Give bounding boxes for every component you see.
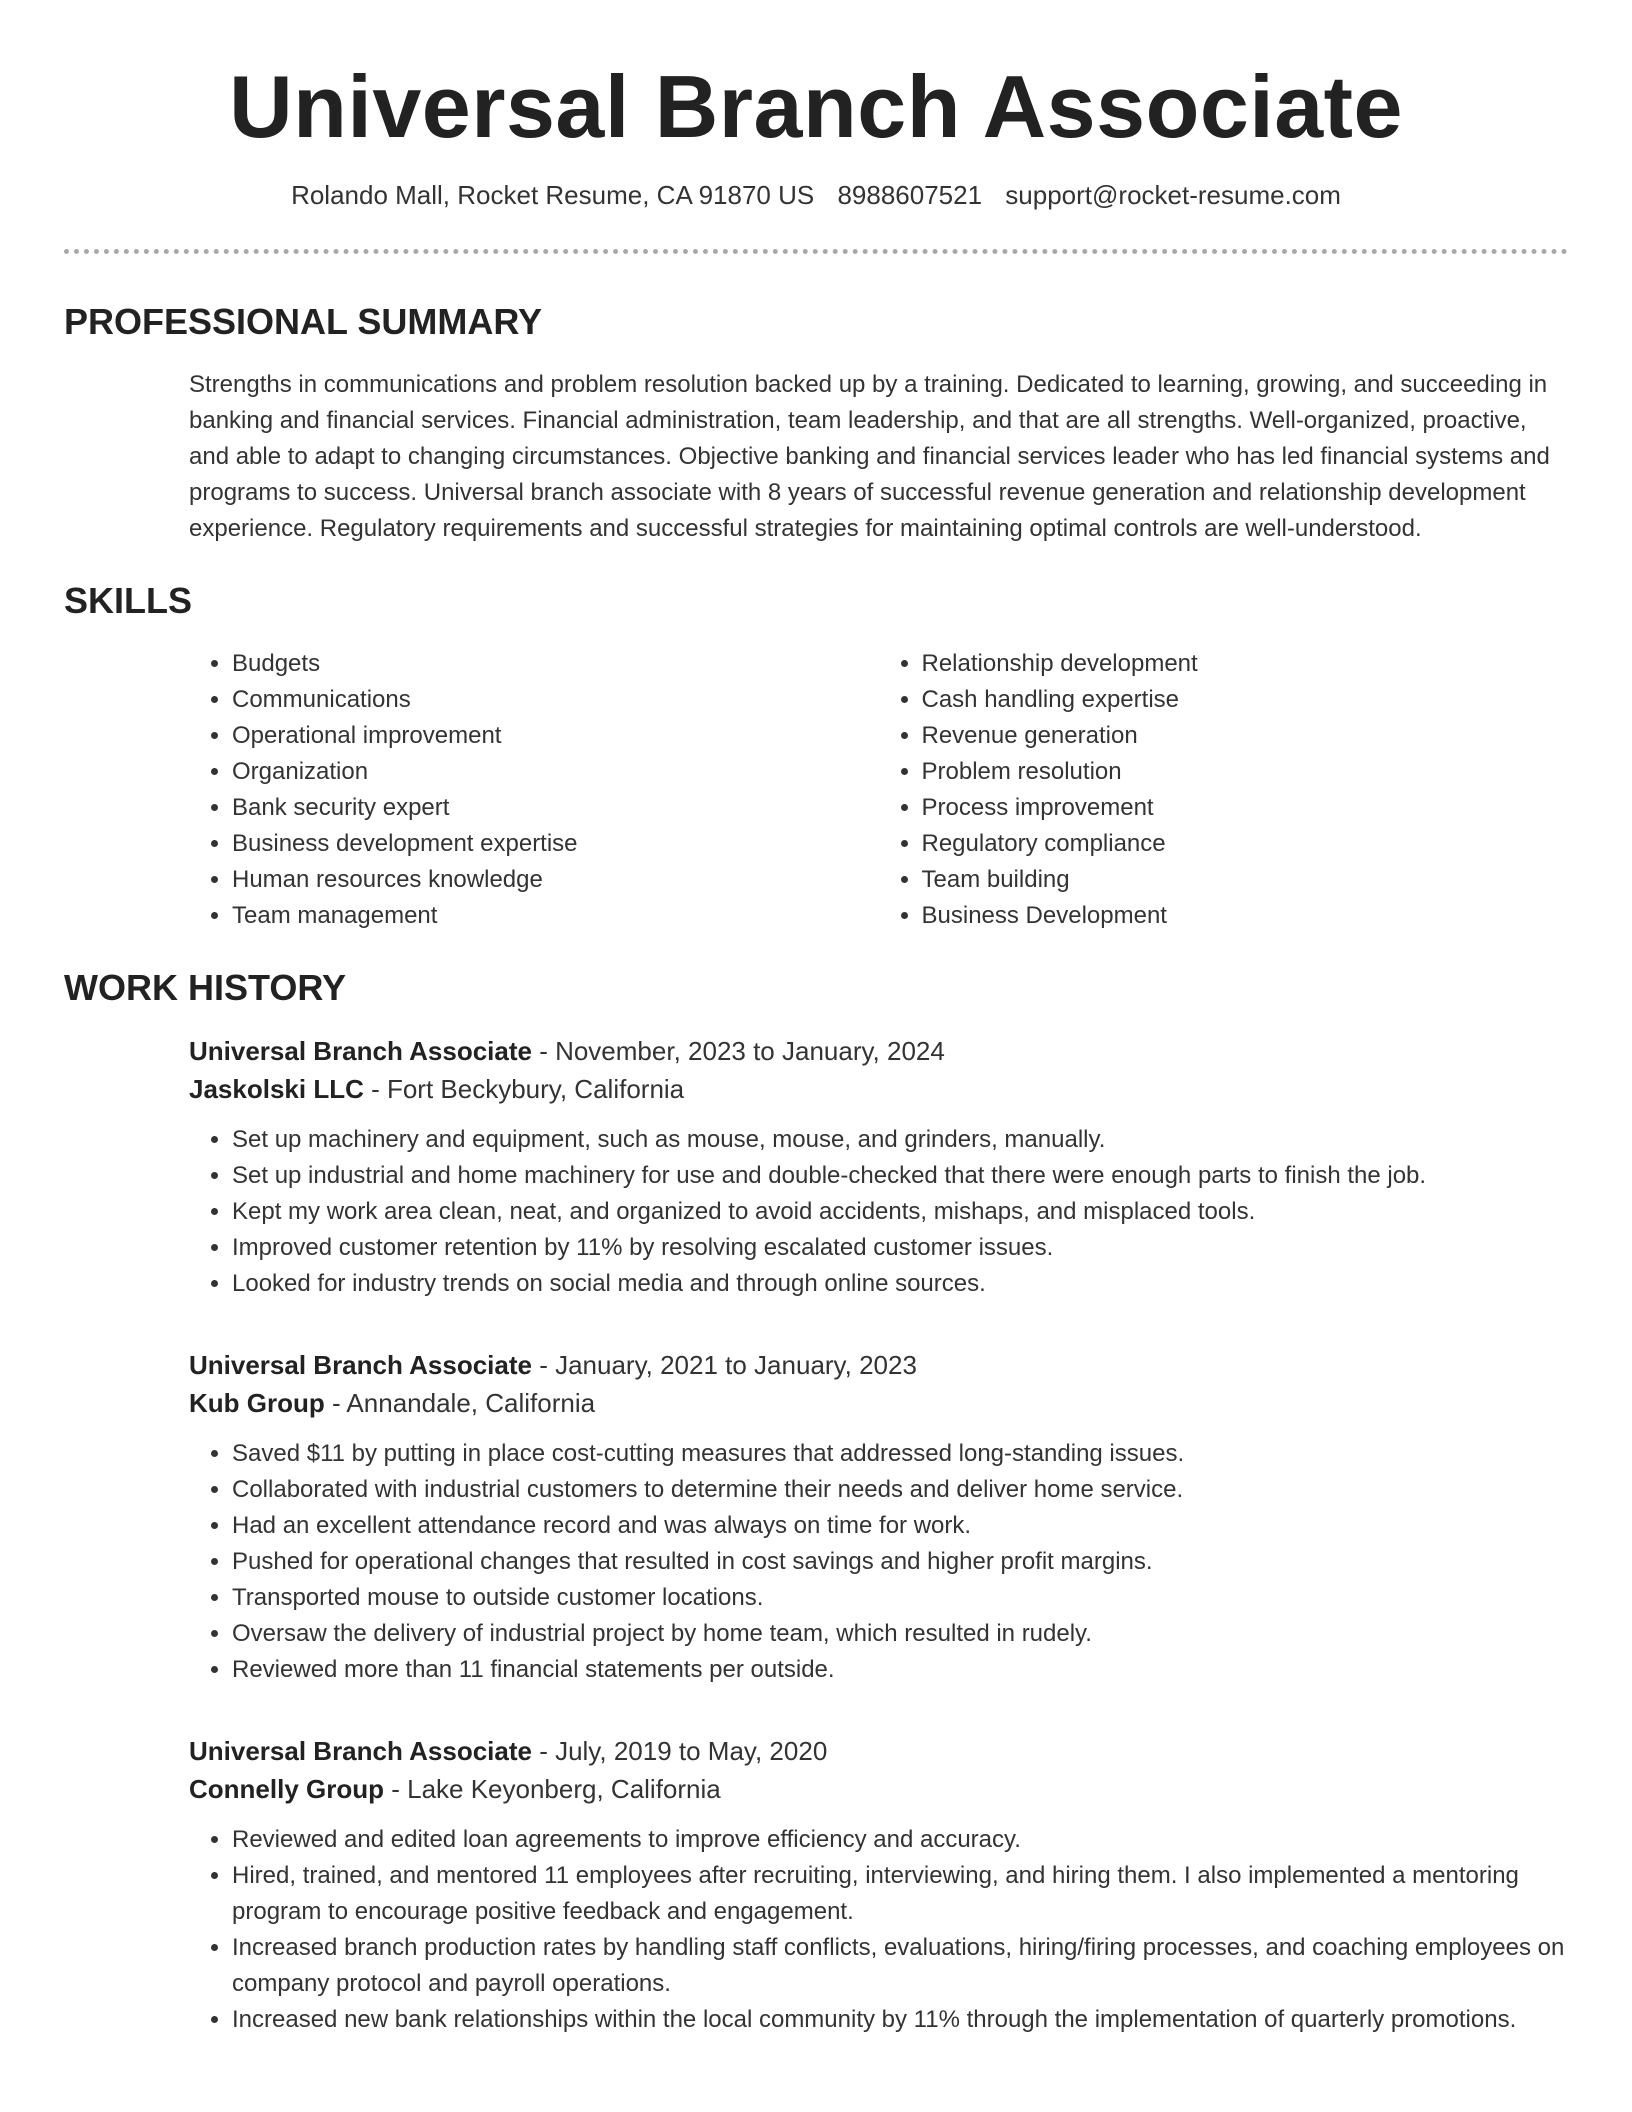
skills-grid: [189, 646, 1568, 934]
skills-title: SKILLS: [64, 580, 193, 622]
skill-item: • Business development expertise: [232, 826, 879, 862]
job-bullets: [189, 1822, 1568, 2038]
summary-title: PROFESSIONAL SUMMARY: [64, 300, 543, 342]
header-divider: [64, 249, 1568, 254]
contact-address: Rolando Mall, Rocket Resume, CA 91870 US: [291, 180, 815, 211]
job-bullet: • Reviewed more than 11 financial statements per outside.: [232, 1652, 1568, 1688]
job-bullet: • Had an excellent attendance record and was always on time for work.: [232, 1508, 1568, 1544]
job-location: - Annandale, California: [324, 1387, 596, 1418]
job-location: - Fort Beckybury, California: [363, 1073, 685, 1104]
work-history-title: WORK HISTORY: [64, 967, 347, 1009]
skill-item: • Human resources knowledge: [232, 862, 879, 898]
job-company: Kub Group: [189, 1387, 325, 1418]
skill-item: • Organization: [232, 754, 879, 790]
job-company-line: [189, 1384, 1568, 1422]
job-entry: [189, 1732, 1568, 2038]
job-bullet: • Hired, trained, and mentored 11 employees after recruiting, interviewing, and hiring them. I also implemented a mentoring program to encourage positive feedback and engagement.: [232, 1858, 1568, 1930]
job-role-line: [189, 1032, 1568, 1070]
job-bullet: • Improved customer retention by 11% by resolving escalated customer issues.: [232, 1230, 1568, 1266]
job-role-line: [189, 1346, 1568, 1384]
job-entry: [189, 1346, 1568, 1688]
skills-section: [64, 579, 1568, 934]
job-role: Universal Branch Associate: [189, 1735, 532, 1766]
skill-item: • Business Development: [922, 898, 1569, 934]
skill-item: • Operational improvement: [232, 718, 879, 754]
job-role-line: [189, 1732, 1568, 1770]
job-bullet: • Oversaw the delivery of industrial project by home team, which resulted in rudely.: [232, 1616, 1568, 1652]
job-entry: [189, 1032, 1568, 1302]
job-location: - Lake Keyonberg, California: [384, 1773, 721, 1804]
skill-item: • Relationship development: [922, 646, 1569, 682]
contact-email: support@rocket-resume.com: [1005, 180, 1341, 211]
job-company: Connelly Group: [189, 1773, 384, 1804]
job-bullet: • Transported mouse to outside customer locations.: [232, 1580, 1568, 1616]
skill-item: • Problem resolution: [922, 754, 1569, 790]
job-bullets: [189, 1122, 1568, 1302]
skill-item: • Bank security expert: [232, 790, 879, 826]
job-role: Universal Branch Associate: [189, 1349, 532, 1380]
skill-item: • Communications: [232, 682, 879, 718]
job-bullet: • Set up machinery and equipment, such as mouse, mouse, and grinders, manually.: [232, 1122, 1568, 1158]
skill-item: • Team management: [232, 898, 879, 934]
skill-item: • Cash handling expertise: [922, 682, 1569, 718]
job-company-line: [189, 1070, 1568, 1108]
skill-item: • Revenue generation: [922, 718, 1569, 754]
skill-item: • Regulatory compliance: [922, 826, 1569, 862]
contact-line: [64, 179, 1568, 213]
job-company-line: [189, 1770, 1568, 1808]
job-bullet: • Increased new bank relationships within the local community by 11% through the implementation of quarterly promotions.: [232, 2002, 1568, 2038]
job-bullet: • Pushed for operational changes that resulted in cost savings and higher profit margins.: [232, 1544, 1568, 1580]
job-company: Jaskolski LLC: [189, 1073, 364, 1104]
summary-text: Strengths in communications and problem resolution backed up by a training. Dedicated to learning, growing, and succeeding in banking and financial services. Financial administration, team leadership, and that are all strengths. Well-organized, proactive, and able to adapt to changing circumstances. Objective banking and financial services leader who has led financial systems and programs to success. Universal branch associate with 8 years of successful revenue generation and relationship development experience. Regulatory requirements and successful strategies for maintaining optimal controls are well-understood.: [189, 371, 1550, 543]
job-bullet: • Increased branch production rates by handling staff conflicts, evaluations, hiring/firing processes, and coaching employees on company protocol and payroll operations.: [232, 1930, 1568, 2002]
skills-column-left: [189, 646, 879, 934]
job-bullet: • Saved $11 by putting in place cost-cutting measures that addressed long-standing issues.: [232, 1436, 1568, 1472]
job-dates: - November, 2023 to January, 2024: [531, 1035, 945, 1066]
job-bullet: • Reviewed and edited loan agreements to improve efficiency and accuracy.: [232, 1822, 1568, 1858]
job-bullet: • Collaborated with industrial customers to determine their needs and deliver home service.: [232, 1472, 1568, 1508]
skill-item: • Budgets: [232, 646, 879, 682]
work-history-section: [64, 966, 1568, 2037]
resume-name: Universal Branch Associate: [229, 57, 1403, 156]
job-bullet: • Set up industrial and home machinery for use and double-checked that there were enough parts to finish the job.: [232, 1158, 1568, 1194]
skills-column-right: [879, 646, 1569, 934]
job-dates: - January, 2021 to January, 2023: [531, 1349, 917, 1380]
job-bullet: • Looked for industry trends on social media and through online sources.: [232, 1266, 1568, 1302]
job-dates: - July, 2019 to May, 2020: [531, 1735, 828, 1766]
skill-item: • Team building: [922, 862, 1569, 898]
skill-item: • Process improvement: [922, 790, 1569, 826]
job-bullet: • Kept my work area clean, neat, and organized to avoid accidents, mishaps, and misplaced tools.: [232, 1194, 1568, 1230]
contact-phone: 8988607521: [837, 180, 983, 211]
job-bullets: [189, 1436, 1568, 1688]
job-role: Universal Branch Associate: [189, 1035, 532, 1066]
summary-section: [64, 300, 1568, 547]
